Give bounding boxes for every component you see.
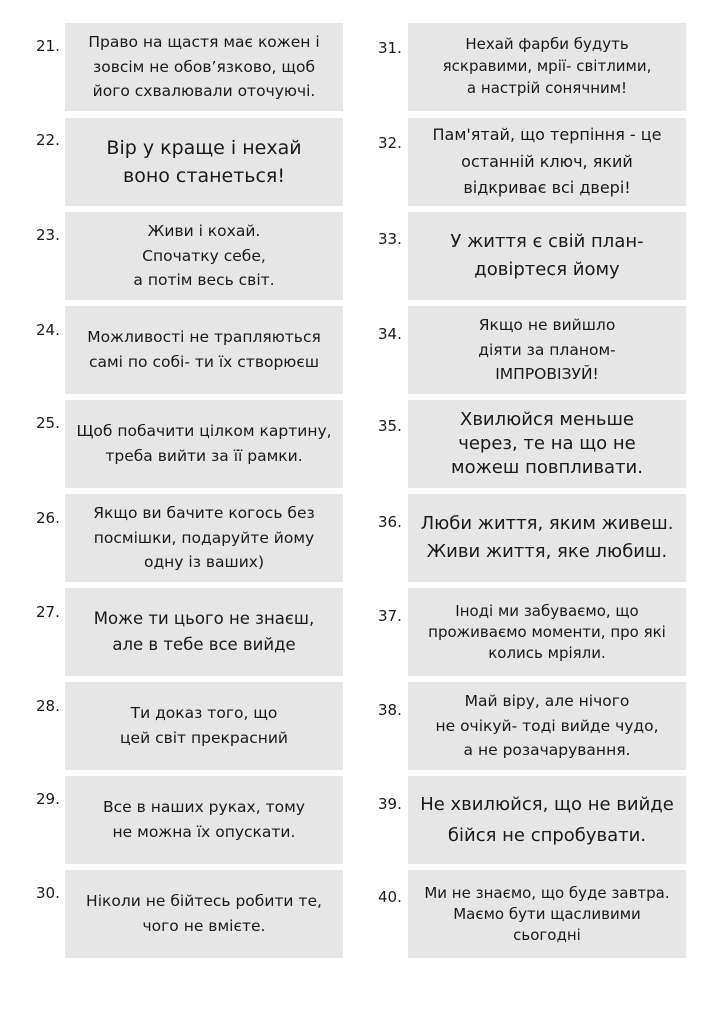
quote-card [408,212,686,300]
quote-number: 21. [36,37,60,55]
quote-text: Якщо не вийшло діяти за планом- ІМПРОВІЗУЙ! [478,315,616,384]
quote-number: 33. [378,230,402,248]
quote-number: 28. [36,697,60,715]
quote-text: Ніколи не бійтесь робити те, чого не вмієте. [86,892,322,935]
quote-number: 22. [36,131,60,149]
quote-number: 39. [378,795,402,813]
quote-number: 31. [378,39,402,57]
quote-text: Не хвилюйся, що не вийде бійся не спробувати. [420,793,674,846]
quote-number: 35. [378,417,402,435]
quote-text: Хвилюйся меньше через, те на що не можеш повпливати. [451,408,643,479]
quote-number: 40. [378,888,402,906]
quote-card [408,588,686,676]
quote-text: Май віру, але нічого не очікуй- тоді вийде чудо, а не розачарування. [435,691,659,760]
quote-text: Може ти цього не знаєш, але в тебе все вийде [93,609,315,654]
quote-number: 26. [36,509,60,527]
quote-text: Ми не знаємо, що буде завтра. Маємо бути щасливими сьогодні [424,883,670,944]
quote-card [408,118,686,206]
quote-text: Люби життя, яким живеш. Живи життя, яке любиш. [420,513,674,562]
quote-card [65,776,343,864]
quote-number: 29. [36,790,60,808]
quote-card [65,400,343,488]
quote-text: Якщо ви бачите когось без посмішки, подаруйте йому одну із ваших) [93,503,315,572]
quote-number: 38. [378,701,402,719]
quote-card [65,212,343,300]
quote-number: 32. [378,134,402,152]
quote-text: Пам'ятай, що терпіння - це останній ключ, який відкриває всі двері! [432,125,662,198]
quote-card [408,306,686,394]
quote-text: Можливості не трапляються самі по собі- ти їх створюєш [87,328,321,371]
quote-card [65,682,343,770]
quote-card [408,682,686,770]
quote-text: Іноді ми забуваємо, що проживаємо моменти, про які колись мріяли. [428,601,666,662]
quote-card [408,870,686,958]
quote-text: Живи і кохай. Спочатку себе, а потім весь світ. [133,221,275,290]
quote-card [408,776,686,864]
quote-card [408,494,686,582]
quote-text: У життя є свій план- довіртеся йому [450,231,644,280]
quote-card [65,588,343,676]
quote-number: 23. [36,226,60,244]
quote-number: 25. [36,414,60,432]
quote-number: 34. [378,325,402,343]
quote-text: Вір у краще і нехай воно станеться! [106,136,302,187]
quote-text: Ти доказ того, що цей світ прекрасний [119,704,289,747]
quote-card [65,306,343,394]
quote-number: 24. [36,321,60,339]
quote-card [65,23,343,111]
quote-card [408,400,686,488]
quote-text: Щоб побачити цілком картину, треба вийти за її рамки. [76,422,332,465]
quote-card [408,23,686,111]
quote-card [65,118,343,206]
quote-text: Все в наших руках, тому не можна їх опускати. [103,798,305,841]
quote-number: 27. [36,603,60,621]
quote-number: 30. [36,884,60,902]
quote-card [65,494,343,582]
quote-text: Право на щастя має кожен і зовсім не обов’язково, щоб його схвалювали оточуючі. [88,32,320,101]
quote-number: 36. [378,513,402,531]
quote-text: Нехай фарби будуть яскравими, мрії- світлими, а настрій сонячним! [442,35,652,97]
quote-card [65,870,343,958]
quote-number: 37. [378,607,402,625]
